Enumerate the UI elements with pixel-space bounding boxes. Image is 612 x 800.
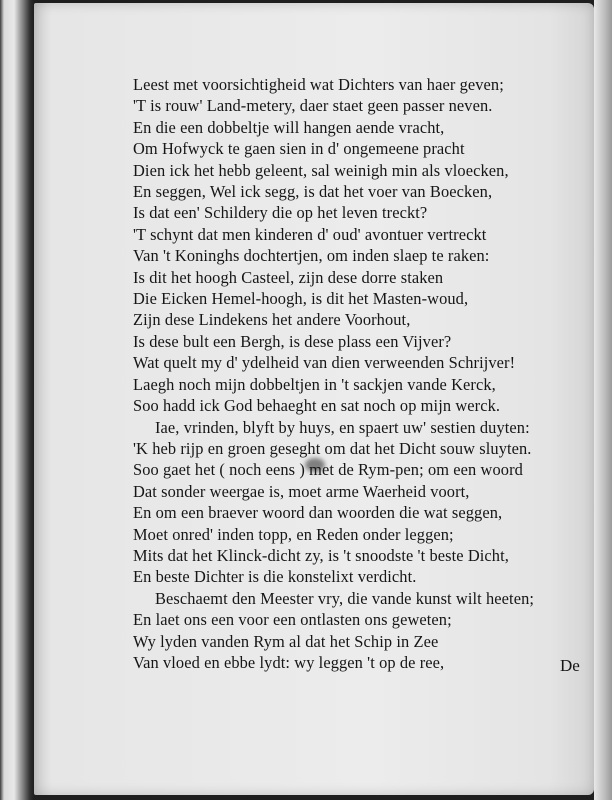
poem-line: Zijn dese Lindekens het andere Voorhout, bbox=[133, 310, 411, 330]
poem-line: Dat sonder weergae is, moet arme Waerheid voort, bbox=[133, 481, 470, 501]
poem-line: Van vloed en ebbe lydt: wy leggen 't op de ree, bbox=[133, 652, 445, 672]
page-edge-shadow bbox=[594, 0, 612, 800]
poem-line: Wy lyden vanden Rym al dat het Schip in Zee bbox=[133, 631, 439, 651]
poem-line: Leest met voorsichtigheid wat Dichters van haer geven; bbox=[133, 75, 504, 94]
poem-line: Is dese bult een Bergh, is dese plass een Vijver? bbox=[133, 331, 452, 351]
poem-line: Is dat een' Schildery die op het leven treckt? bbox=[133, 203, 428, 223]
poem-line: Die Eicken Hemel-hoogh, is dit het Masten-woud, bbox=[133, 289, 469, 309]
poem-line: Soo gaet het ( noch eens ) met de Rym-pen; om een woord bbox=[133, 460, 523, 480]
poem-line: 'T is rouw' Land-metery, daer staet geen passer neven. bbox=[133, 96, 493, 116]
poem-line: 'T schynt dat men kinderen d' oud' avontuer vertreckt bbox=[133, 224, 487, 244]
poem-line: Mits dat het Klinck-dicht zy, is 't snoodste 't beste Dicht, bbox=[133, 545, 509, 565]
poem-line: Dien ick het hebb geleent, sal weinigh min als vloecken, bbox=[133, 160, 509, 180]
poem-line: Van 't Koninghs dochtertjen, om inden slaep te raken: bbox=[133, 246, 490, 266]
poem-line: Beschaemt den Meester vry, die vande kunst wilt heeten; bbox=[155, 588, 535, 608]
poem-text-block bbox=[133, 74, 593, 673]
poem-line: En seggen, Wel ick segg, is dat het voer van Boecken, bbox=[133, 182, 493, 202]
poem-line: Moet onred' inden topp, en Reden onder leggen; bbox=[133, 524, 454, 544]
poem-line: Iae, vrinden, blyft by huys, en spaert uw' sestien duyten: bbox=[155, 417, 530, 437]
poem-line: 'K heb rijp en groen geseght om dat het Dicht souw sluyten. bbox=[133, 438, 532, 458]
poem-line: Soo hadd ick God behaeght en sat noch op mijn werck. bbox=[133, 396, 501, 416]
catchword: De bbox=[560, 656, 580, 675]
poem-line: En beste Dichter is die konstelixt verdicht. bbox=[133, 567, 417, 587]
poem-line: En die een dobbeltje will hangen aende vracht, bbox=[133, 117, 445, 137]
poem-line: Om Hofwyck te gaen sien in d' ongemeene pracht bbox=[133, 139, 465, 159]
poem-line: En om een braever woord dan woorden die wat seggen, bbox=[133, 503, 503, 523]
poem-line: Is dit het hoogh Casteel, zijn dese dorre staken bbox=[133, 267, 444, 287]
poem-line: Laegh noch mijn dobbeltjen in 't sackjen vande Kerck, bbox=[133, 374, 496, 394]
poem-line: Wat quelt my d' ydelheid van dien verweenden Schrijver! bbox=[133, 353, 516, 373]
poem-line: En laet ons een voor een ontlasten ons geweten; bbox=[133, 610, 452, 630]
